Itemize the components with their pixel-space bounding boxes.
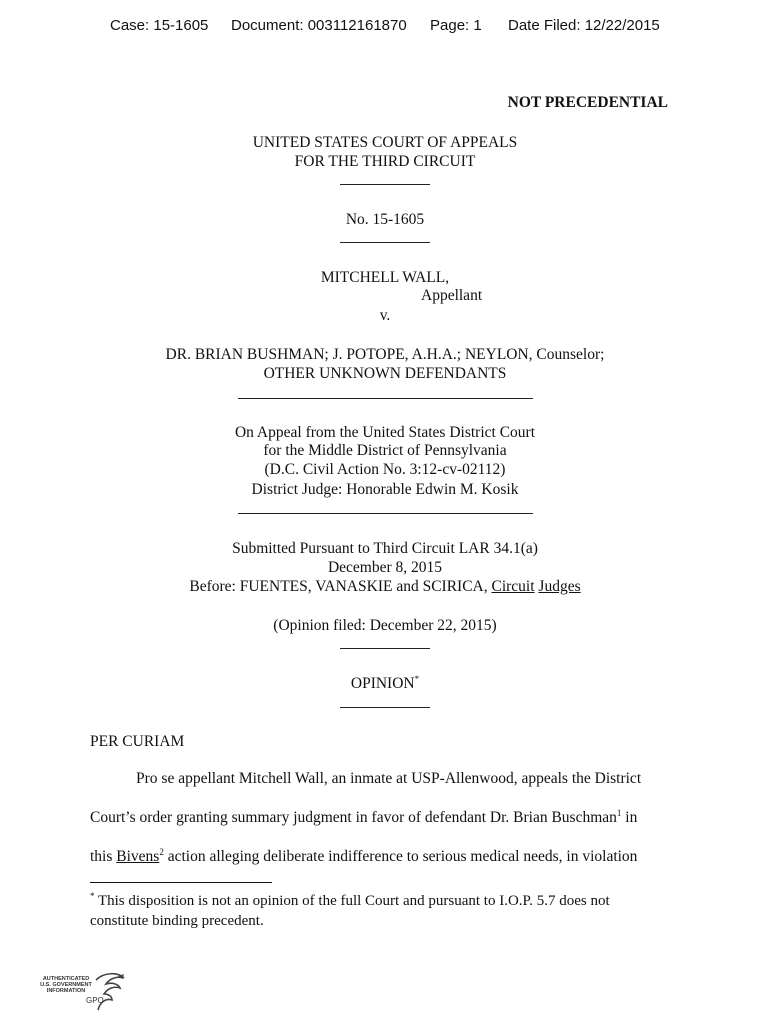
caption-divider — [0, 170, 770, 190]
circuit-word: Circuit — [491, 578, 535, 595]
precedential-notice: NOT PRECEDENTIAL — [507, 94, 668, 111]
footnote-line2: constitute binding precedent. — [90, 913, 264, 929]
footnote-separator — [90, 882, 272, 883]
body-line3-text: action alleging deliberate indifference to serious medical needs, in violation — [163, 848, 638, 865]
appeal-line2: for the Middle District of Pennsylvania — [263, 442, 507, 459]
footnote-ref-1: 1 — [616, 808, 622, 818]
parties-divider — [0, 384, 770, 404]
body-line2-text: Court’s order granting summary judgment in favor of defendant Dr. Brian Buschman — [90, 809, 617, 826]
body-line2-end: in — [621, 809, 638, 826]
submission-date: December 8, 2015 — [327, 559, 443, 576]
defendants-line1: DR. BRIAN BUSHMAN; J. POTOPE, A.H.A.; NEYLON, Counselor; — [165, 346, 605, 363]
gpo-mark: GPO — [86, 996, 104, 1005]
docket-number: No. 15-1605 — [345, 211, 425, 228]
opinion-filed-divider — [0, 634, 770, 654]
opinion-title — [0, 674, 770, 693]
versus: v. — [379, 307, 391, 324]
appellant-role: Appellant — [421, 287, 483, 304]
date-filed-header: Date Filed: 12/22/2015 — [508, 17, 660, 34]
body-line2 — [90, 809, 637, 827]
opinion-filed: (Opinion filed: December 22, 2015) — [273, 617, 497, 634]
bivens-citation: Bivens — [116, 848, 160, 865]
footnote-line1-text: This disposition is not an opinion of the full Court and pursuant to I.O.P. 5.7 does not — [94, 893, 610, 909]
case-number-header: Case: 15-1605 — [110, 17, 209, 34]
opinion-footnote-mark: * — [414, 674, 420, 684]
body-line3 — [90, 848, 637, 866]
body-line1: Pro se appellant Mitchell Wall, an inmate at USP-Allenwood, appeals the District — [136, 770, 642, 787]
panel-judges — [0, 577, 770, 596]
judges-word: Judges — [538, 578, 581, 595]
opinion-divider — [0, 693, 770, 713]
document-number-header: Document: 003112161870 — [231, 17, 407, 34]
gpo-seal-line1: AUTHENTICATED — [42, 976, 90, 982]
court-name-line2: FOR THE THIRD CIRCUIT — [294, 153, 476, 170]
docket-divider — [0, 228, 770, 248]
footnote-line1 — [90, 893, 610, 910]
gpo-seal-line2: U.S. GOVERNMENT — [40, 982, 92, 988]
appeal-line3: (D.C. Civil Action No. 3:12-cv-02112) — [264, 461, 506, 478]
eagle-icon — [88, 970, 128, 1014]
appellant-name: MITCHELL WALL, — [320, 269, 450, 286]
per-curiam: PER CURIAM — [90, 733, 185, 750]
footnote-ref-2: 2 — [159, 847, 164, 857]
submission-line1: Submitted Pursuant to Third Circuit LAR 34.1(a) — [232, 540, 538, 557]
defendants-line2: OTHER UNKNOWN DEFENDANTS — [263, 365, 507, 382]
appeal-divider — [0, 499, 770, 519]
panel-prefix: Before: FUENTES, VANASKIE and SCIRICA, — [189, 578, 492, 595]
body-line3-start: this — [90, 848, 117, 865]
gpo-seal-text — [40, 976, 92, 994]
appeal-line1: On Appeal from the United States District Court — [234, 424, 536, 441]
footnote-mark: * — [90, 891, 95, 901]
gpo-seal-line3: INFORMATION — [46, 988, 86, 994]
court-name-line1: UNITED STATES COURT OF APPEALS — [252, 134, 518, 151]
gpo-authentication-seal — [40, 970, 130, 1016]
appeal-line4: District Judge: Honorable Edwin M. Kosik — [251, 481, 519, 498]
page-number-header: Page: 1 — [430, 17, 482, 34]
opinion-title-text: OPINION — [350, 675, 415, 692]
